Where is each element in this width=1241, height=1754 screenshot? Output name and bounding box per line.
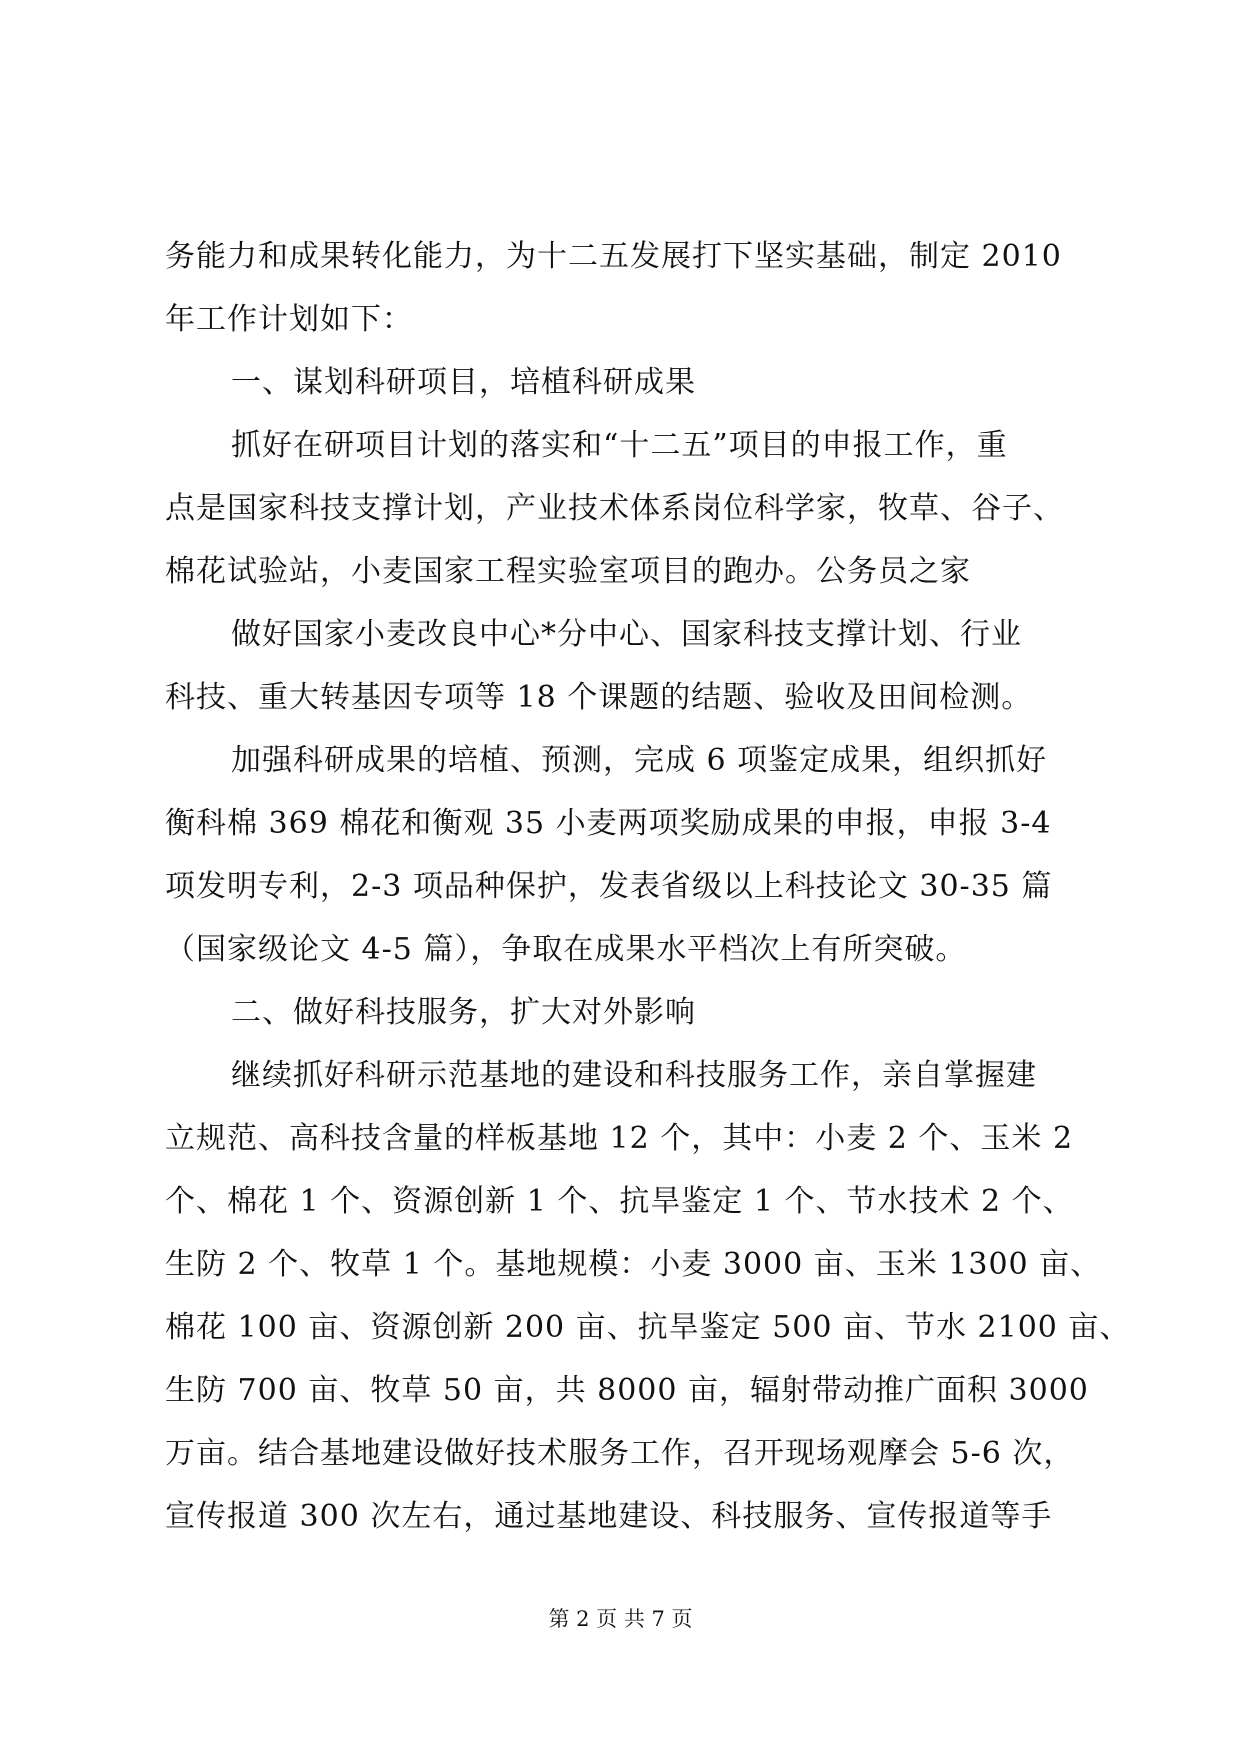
section-heading: 一、谋划科研项目，培植科研成果: [231, 365, 696, 400]
text-line: 项发明专利，2-3 项品种保护，发表省级以上科技论文 30-35 篇: [165, 869, 1053, 904]
text-line: 生防 2 个、牧草 1 个。基地规模：小麦 3000 亩、玉米 1300 亩、: [165, 1247, 1102, 1282]
text-line: 抓好在研项目计划的落实和“十二五”项目的申报工作，重: [231, 428, 1008, 463]
text-line: 宣传报道 300 次左右，通过基地建设、科技服务、宣传报道等手: [165, 1499, 1053, 1534]
text-line: 立规范、高科技含量的样板基地 12 个，其中：小麦 2 个、玉米 2: [165, 1121, 1074, 1156]
text-line: 做好国家小麦改良中心*分中心、国家科技支撑计划、行业: [231, 617, 1022, 652]
document-body: [165, 225, 1131, 1548]
text-line: 务能力和成果转化能力，为十二五发展打下坚实基础，制定 2010: [165, 239, 1062, 274]
text-line: 衡科棉 369 棉花和衡观 35 小麦两项奖励成果的申报，申报 3-4: [165, 806, 1052, 841]
section-heading: 二、做好科技服务，扩大对外影响: [231, 995, 696, 1030]
text-line: 生防 700 亩、牧草 50 亩，共 8000 亩，辐射带动推广面积 3000: [165, 1373, 1089, 1408]
page-number-footer: 第 2 页 共 7 页: [548, 1607, 693, 1631]
text-line: 个、棉花 1 个、资源创新 1 个、抗旱鉴定 1 个、节水技术 2 个、: [165, 1184, 1074, 1219]
text-line: 继续抓好科研示范基地的建设和科技服务工作，亲自掌握建: [231, 1058, 1037, 1093]
text-line: 棉花 100 亩、资源创新 200 亩、抗旱鉴定 500 亩、节水 2100 亩、: [165, 1310, 1131, 1345]
text-line: 点是国家科技支撑计划，产业技术体系岗位科学家，牧草、谷子、: [165, 491, 1064, 526]
text-line: 万亩。结合基地建设做好技术服务工作，召开现场观摩会 5-6 次，: [165, 1436, 1075, 1471]
text-line: 科技、重大转基因专项等 18 个课题的结题、验收及田间检测。: [165, 680, 1033, 715]
text-line: 加强科研成果的培植、预测，完成 6 项鉴定成果，组织抓好: [231, 743, 1048, 778]
text-line: （国家级论文 4-5 篇），争取在成果水平档次上有所突破。: [165, 932, 967, 967]
text-line: 棉花试验站，小麦国家工程实验室项目的跑办。公务员之家: [165, 554, 971, 589]
text-line: 年工作计划如下：: [165, 302, 413, 337]
